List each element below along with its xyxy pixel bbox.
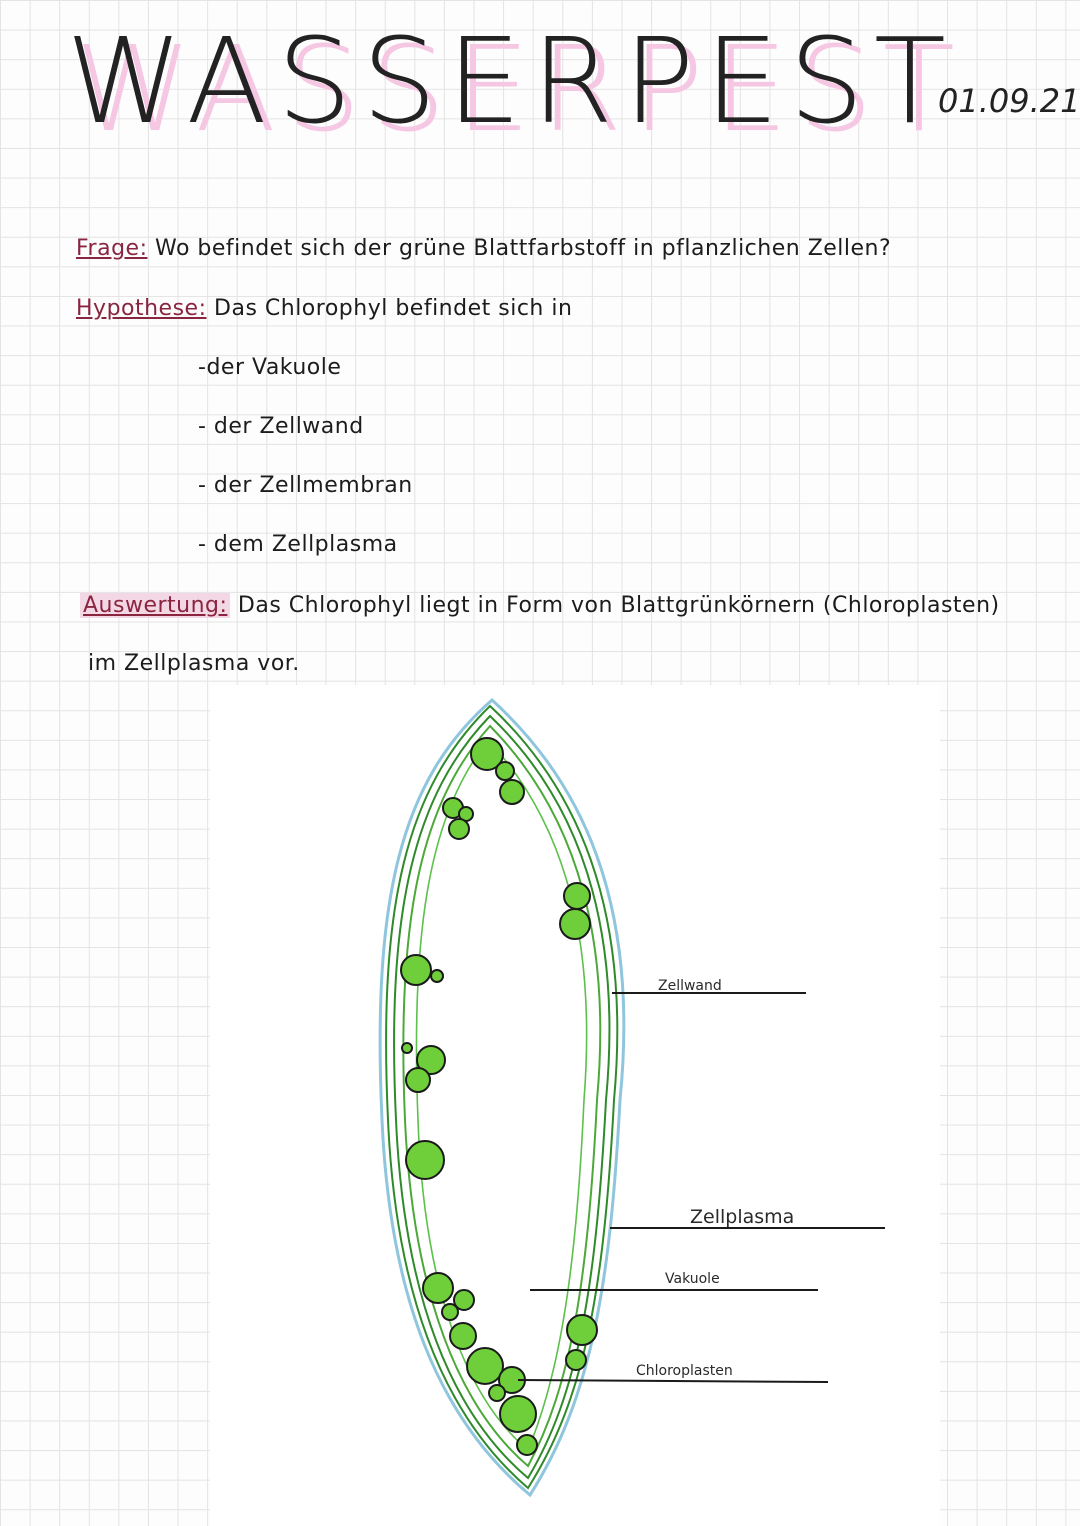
label-cell-plasma: Zellplasma <box>690 1206 795 1228</box>
chloroplast <box>500 1396 536 1432</box>
question-text: Wo befindet sich der grüne Blattfarbstoff in pflanzlichen Zellen? <box>155 236 892 261</box>
hypothesis-item: - der Zellwand <box>198 414 364 439</box>
chloroplast <box>423 1273 453 1303</box>
chloroplast <box>500 780 524 804</box>
hypothesis-item: - dem Zellplasma <box>198 532 398 557</box>
chloroplast <box>496 762 514 780</box>
label-vacuole: Vakuole <box>665 1271 720 1287</box>
chloroplast <box>402 1043 412 1053</box>
chloroplast <box>450 1323 476 1349</box>
page-title: WASSERPEST <box>66 12 956 150</box>
label-chloroplasts: Chloroplasten <box>636 1363 733 1379</box>
hypothesis-label: Hypothese: <box>76 296 207 321</box>
chloroplast <box>564 883 590 909</box>
chloroplasts-pointer <box>518 1380 828 1382</box>
chloroplast <box>449 819 469 839</box>
chloroplast <box>566 1350 586 1370</box>
chloroplast <box>560 909 590 939</box>
chloroplast <box>489 1385 505 1401</box>
question-label: Frage: <box>76 236 148 261</box>
label-cell-wall: Zellwand <box>658 978 722 994</box>
evaluation-text: Das Chlorophyl liegt in Form von Blattgrünkörnern (Chloroplasten) <box>237 593 1000 618</box>
hypothesis-item: - der Zellmembran <box>198 473 413 498</box>
chloroplast <box>406 1068 430 1092</box>
chloroplast <box>442 1304 458 1320</box>
chloroplast <box>431 970 443 982</box>
evaluation-label: Auswertung: <box>80 593 230 618</box>
chloroplast <box>467 1348 503 1384</box>
date: 01.09.21 <box>938 82 1080 120</box>
chloroplast <box>517 1435 537 1455</box>
hypothesis-item: -der Vakuole <box>198 355 342 380</box>
chloroplast <box>567 1315 597 1345</box>
chloroplast <box>401 955 431 985</box>
evaluation-line-2: im Zellplasma vor. <box>88 651 300 676</box>
hypothesis-text: Das Chlorophyl befindet sich in <box>214 296 573 321</box>
chloroplast <box>406 1141 444 1179</box>
